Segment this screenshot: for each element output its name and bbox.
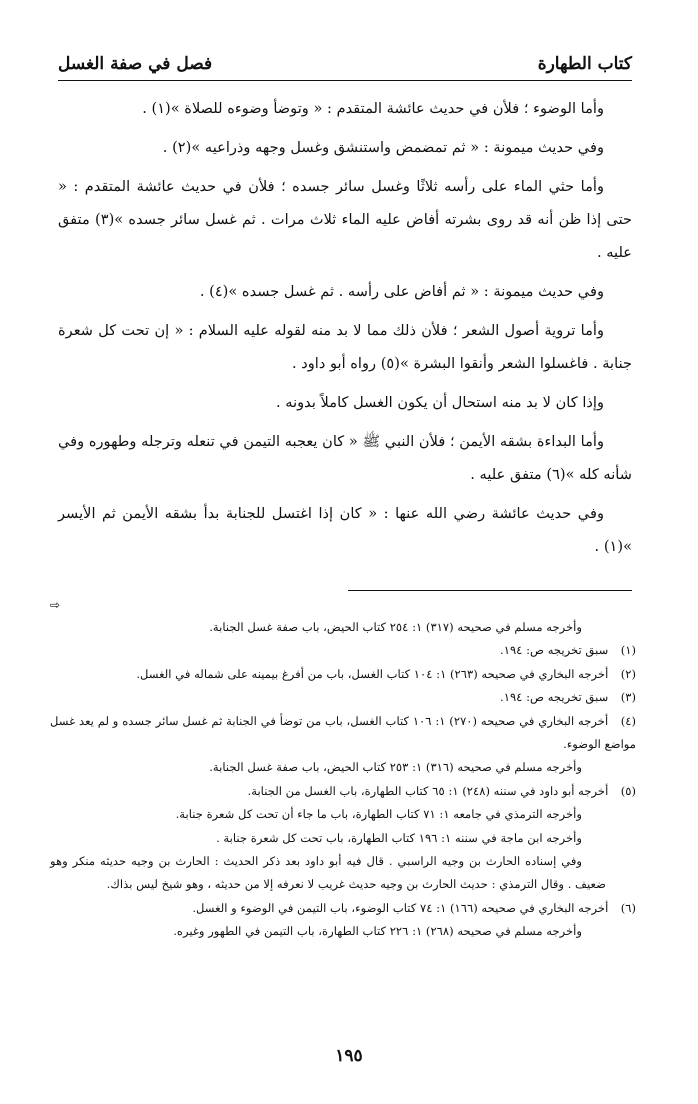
paragraph: وإذا كان لا بد منه استحال أن يكون الغسل كاملاً بدونه . [275, 394, 604, 411]
footnote-text: وأخرجه مسلم في صحيحه (٢٦٨) ١: ٢٢٦ كتاب الطهارة، باب التيمن في الطهور وغيره. [173, 924, 582, 939]
footnote [50, 663, 636, 686]
paragraph: وأما الوضوء ؛ فلأن في حديث عائشة المتقدم : « وتوضأ وضوءه للصلاة »(١) . [142, 100, 604, 117]
footnotes [50, 616, 636, 944]
footnote-text: وأخرجه مسلم في صحيحه (٣١٧) ١: ٢٥٤ كتاب الحيض، باب صفة غسل الجنابة. [209, 620, 582, 634]
footnote [50, 803, 636, 826]
footnote-text: أخرجه البخاري في صحيحه (٢٦٣) ١: ١٠٤ كتاب الغسل، باب من أفرغ بيمينه على شماله في الغسل. [136, 666, 609, 681]
footnote-text: سبق تخريجه ص: ١٩٤. [500, 690, 609, 705]
paragraph: وفي حديث ميمونة : « ثم تمضمض واستنشق وغسل وجهه وذراعيه »(٢) . [162, 139, 604, 156]
footnote [50, 850, 636, 897]
footnote-text: سبق تخريجه ص: ١٩٤. [500, 643, 609, 658]
chapter-title: فصل في صفة الغسل [58, 54, 213, 74]
footnote-text: وأخرجه مسلم في صحيحه (٣١٦) ١: ٢٥٣ كتاب الحيض، باب صفة غسل الجنابة. [209, 760, 582, 775]
footnote [50, 756, 636, 779]
footnote [50, 827, 636, 850]
footnote [50, 710, 636, 757]
main-text [58, 92, 632, 569]
continuation-arrow-icon: ⇨ [50, 598, 61, 612]
footnote-number: (٥) [620, 783, 636, 798]
paragraph: وأما حثي الماء على رأسه ثلاثًا وغسل سائر جسده ؛ فلأن في حديث عائشة المتقدم : « حتى إذا ظن أنه قد روى بشرته أفاض عليه الماء ثلاث مرات . ثم غسل سائر جسده »(٣) متفق عليه . [58, 178, 632, 261]
paragraph: وأما البداءة بشقه الأيمن ؛ فلأن النبي ﷺ « كان يعجبه التيمن في تنعله وترجله وطهوره وفي شأنه كله »(٦) متفق عليه . [58, 433, 632, 483]
page-number: ١٩٥ [335, 1046, 363, 1066]
footnote-number: (٣) [620, 690, 636, 705]
paragraph: وفي حديث ميمونة : « ثم أفاض على رأسه . ثم غسل جسده »(٤) . [199, 283, 604, 300]
footnote [50, 897, 636, 920]
footnote-number: (١) [620, 643, 636, 658]
footnote [50, 920, 636, 943]
paragraph: وأما تروية أصول الشعر ؛ فلأن ذلك مما لا بد منه لقوله عليه السلام : « إن تحت كل شعرة جنابة . فاغسلوا الشعر وأنقوا البشرة »(٥) رواه أبو داود . [58, 322, 632, 372]
paragraph: وفي حديث عائشة رضي الله عنها : « كان إذا اغتسل للجنابة بدأ بشقه الأيمن ثم الأيسر »(١) . [58, 505, 632, 555]
footnote-number: (٤) [620, 713, 637, 728]
footnote-text: وأخرجه ابن ماجة في سننه ١: ١٩٦ كتاب الطهارة، باب تحت كل شعرة جنابة . [216, 830, 582, 845]
footnote-text: وأخرجه الترمذي في جامعه ١: ٧١ كتاب الطهارة، باب ما جاء أن تحت كل شعرة جنابة. [175, 807, 582, 822]
footnote [50, 616, 636, 639]
footnote [50, 686, 636, 709]
footnote-text: أخرجه أبو داود في سننه (٢٤٨) ١: ٦٥ كتاب الطهارة، باب الغسل من الجنابة. [247, 783, 609, 798]
footnote-separator [348, 590, 632, 591]
book-title: كتاب الطهارة [537, 54, 632, 74]
footnote-number: (٢) [620, 666, 636, 681]
footnote-text: وفي إسناده الحارث بن وجيه الراسبي . قال فيه أبو داود بعد ذكر الحديث : الحارث بن وجيه حديثه منكر وهو ضعيف . وقال الترمذي : حديث الحارث بن وجيه حديث غريب لا نعرفه إلا من حديثه ، وهو شيخ ليس بذاك. [50, 854, 606, 892]
footnote-number: (٦) [620, 900, 636, 915]
header-rule [58, 80, 632, 81]
footnote [50, 780, 636, 803]
footnote [50, 639, 636, 662]
running-head [58, 38, 632, 74]
footnote-text: أخرجه البخاري في صحيحه (١٦٦) ١: ٧٤ كتاب الوضوء، باب التيمن في الوضوء و الغسل. [192, 900, 609, 915]
footnote-text: أخرجه البخاري في صحيحه (٢٧٠) ١: ١٠٦ كتاب الغسل، باب من توضأ في الجنابة ثم غسل سائر جسده و لم يعد غسل مواضع الوضوء. [50, 713, 636, 752]
